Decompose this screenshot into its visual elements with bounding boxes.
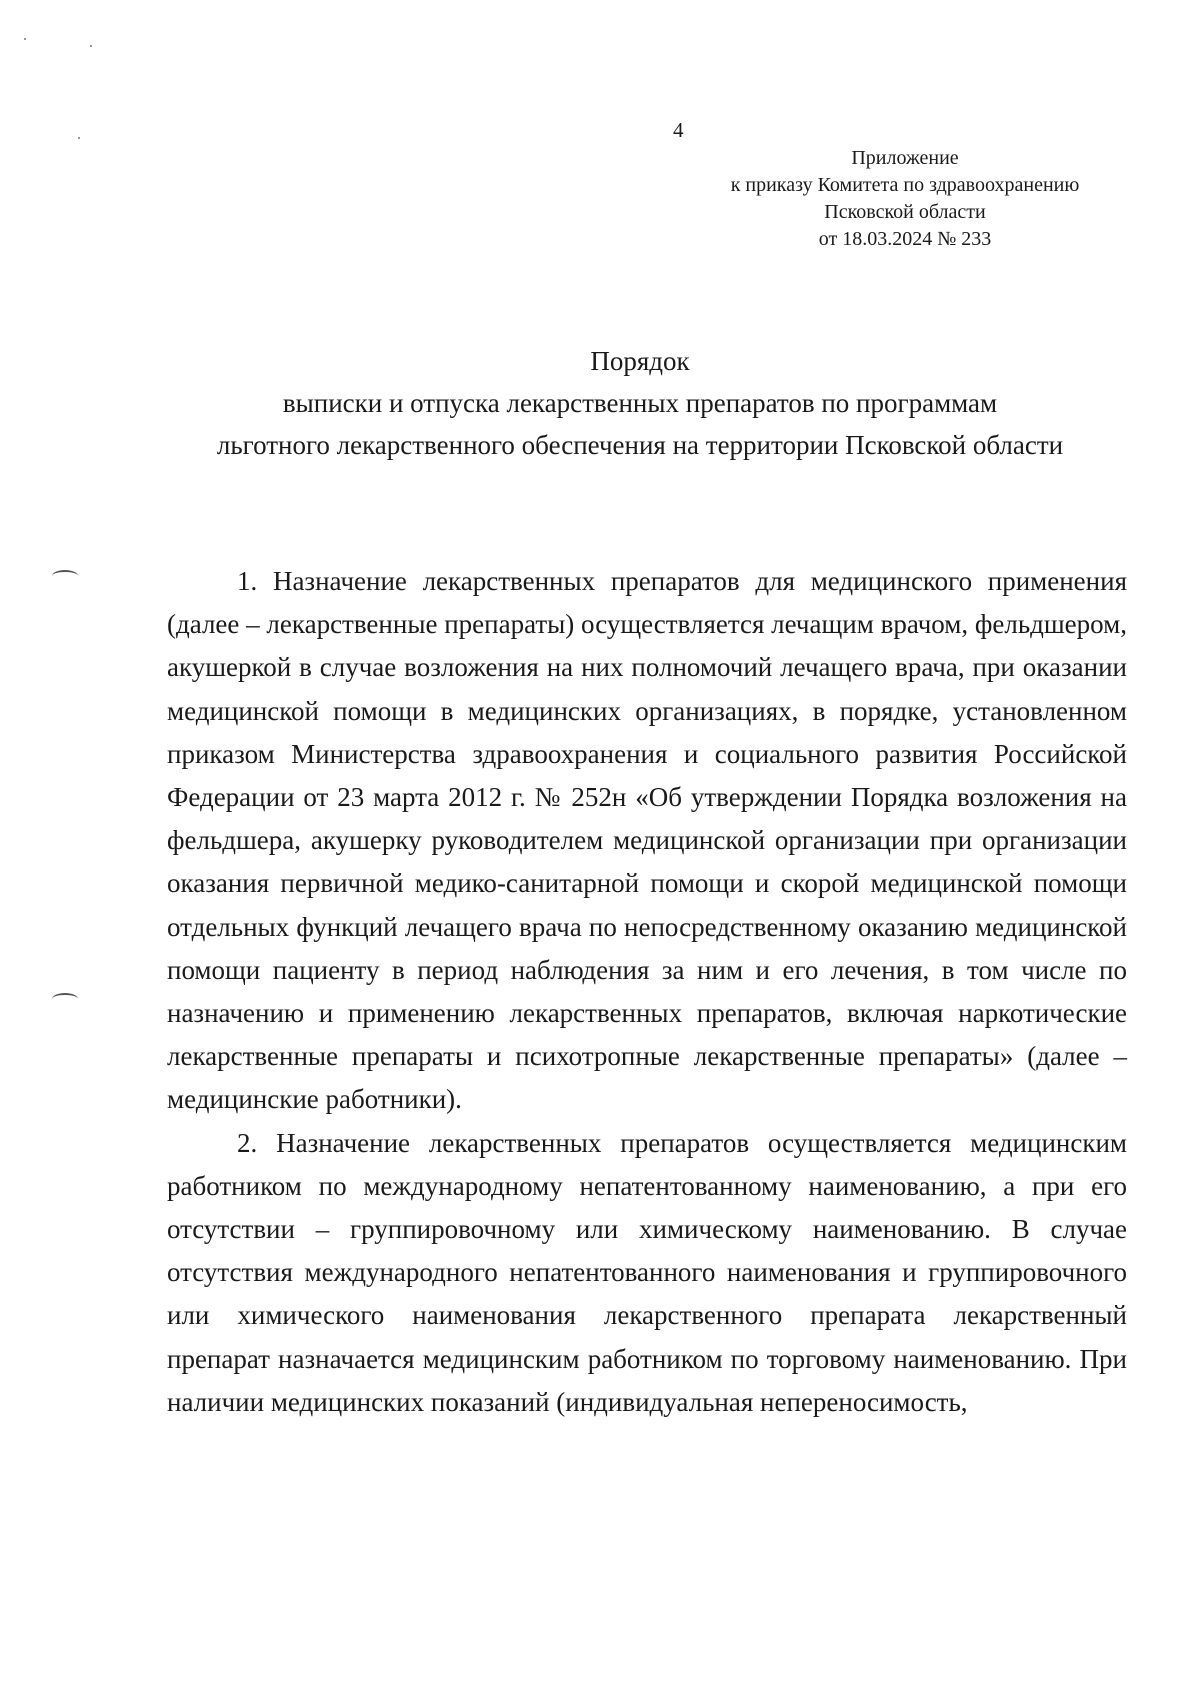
title-heading: Порядок [590,346,690,376]
document-body [167,560,1127,1424]
title-line: льготного лекарственного обеспечения на территории Псковской области [216,430,1064,460]
appendix-line: Псковской области [824,201,986,223]
hole-punch-mark [52,570,78,582]
paragraph: 1. Назначение лекарственных препаратов для медицинского применения (далее – лекарственные препараты) осуществляется лечащим врачом, фельдшером, акушеркой в случае возложения на них полномочий лечащего врача, при оказании медицинской помощи в медицинских организациях, в порядке, установленном приказом Министерства здравоохранения и социального развития Российской Федерации от 23 марта 2012 г. № 252н «Об утверждении Порядка возложения на фельдшера, акушерку руководителем медицинской организации при организации оказания первичной медико-санитарной помощи и скорой медицинской помощи отдельных функций лечащего врача по непосредственному оказанию медицинской помощи пациенту в период наблюдения за ним и его лечения, в том числе по назначению и применению лекарственных препаратов, включая наркотические лекарственные препараты и психотропные лекарственные препараты» (далее – медицинские работники). [167,566,1127,1115]
appendix-line: от 18.03.2024 № 233 [818,228,992,250]
hole-punch-mark [52,993,78,1005]
scan-speck [24,38,26,40]
document-title [160,340,1120,466]
appendix-line: Приложение [851,147,959,169]
appendix-line: к приказу Комитета по здравоохранению [730,174,1080,196]
scan-speck [90,45,92,47]
scan-speck [78,137,80,139]
title-line: выписки и отпуска лекарственных препаратов по программам [282,388,998,418]
page-number: 4 [673,118,684,142]
appendix-block [670,145,1140,253]
paragraph: 2. Назначение лекарственных препаратов осуществляется медицинским работником по международному непатентованному наименованию, а при его отсутствии – группировочному или химическому наименованию. В случае отсутствия международного непатентованного наименования и группировочного или химического наименования лекарственного препарата лекарственный препарат назначается медицинским работником по торговому наименованию. При наличии медицинских показаний (индивидуальная непереносимость, [167,1127,1127,1417]
